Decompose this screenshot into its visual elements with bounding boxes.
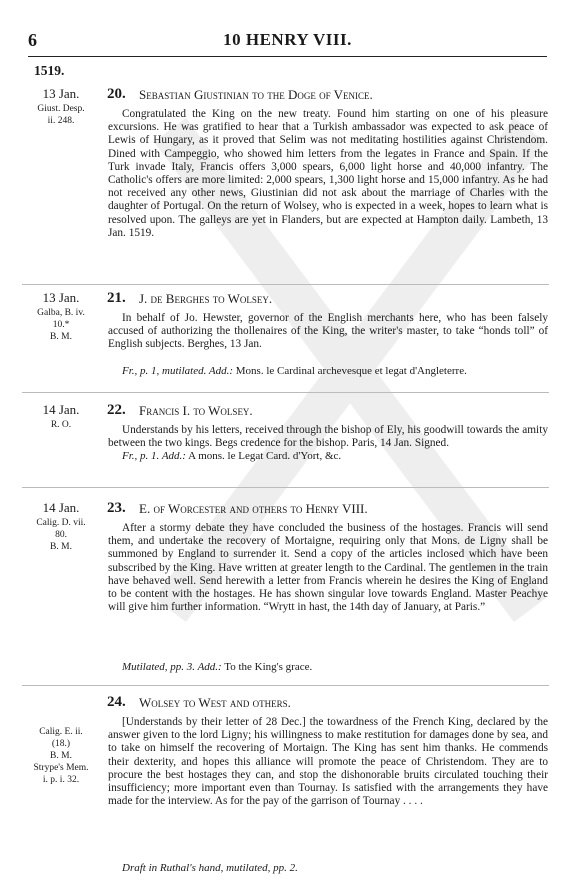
entry-source: (18.) [51,739,71,749]
entry-source: ii. 248. [47,116,75,126]
entry-note [122,365,542,378]
note-text: To the King's grace. [221,661,313,673]
entry-number: 21. [107,290,126,306]
entry-text: In behalf of Jo. Hewster, governor of the English merchants here, who has been falsely accused of authorizing the thollenaires of the King, the writer's master, to take “honds toll” of English subjects. Berghes, 13 Jan. [108,312,548,351]
entry-margin [22,726,100,786]
entry-note [122,450,542,463]
entry-source: B. M. [50,751,72,761]
entry-separator [22,685,549,686]
calendar-entry [22,86,547,282]
entry-source: 10.* [52,320,70,330]
entry-source: i. p. i. 32. [42,775,80,785]
header-rule [28,56,547,57]
entry-margin [22,402,100,431]
entry-text: [Understands by their letter of 28 Dec.] the towardness of the French King, declared by the answer given to the lord Ligny; his willingness to make restitution for damages done by sea, and to take on himself the recovering of Mortaign. The King has sent him thanks. He commends their dexterity, and hopes this alliance will promote the peace of Christendom. They are to procure the best hostages they can, and stop the dishonorable bruits circulated touching their insufficiency; more important even than Tournay. Is satisfied with the arrangements they have made for the interview. As for the pay of the garrison of Tournay . . . . [108,716,548,808]
entry-note [122,661,542,674]
note-italic: Mutilated, pp. 3. Add.: [122,661,222,673]
entry-margin [22,500,100,553]
entry-text: Congratulated the King on the new treaty. Found him starting on one of his pleasure excursions. He was gratified to hear that a Turkish ambassador was expected to ask peace of Lewis of Hungary, as it proved that Selim was not meditating hostilities against Christendom. Dined with Campeggio, who showed him letters from the legates in France and Spain. If the Turk invade Italy, Francis offers 3,000 spears, 6,000 light horse and 40,000 infantry. The Catholic's offers are more limited: 2,000 spears, 1,300 light horse and 15,000 infantry. As he had not received any other news, Giustinian did not ask about the marriage of Charles with the daughter of Portugal. On the return of Wolsey, who is expected in a week, hopes to learn what is resolved upon. The galleys are yet in Flanders, but are expected at Hampton daily. Lambeth, 13 Jan. 1519. [108,108,548,239]
calendar-entry [22,290,547,390]
entry-date: 14 Jan. [42,402,80,417]
entry-separator [22,487,549,488]
entry-title: Wolsey to West and others. [139,695,291,710]
entry-separator [22,284,549,285]
entry-source: R. O. [50,420,72,430]
entry-source: Galba, B. iv. [37,308,85,318]
entry-number: 22. [107,402,126,418]
entry-text: Understands by his letters, received through the bishop of Ely, his goodwill towards the amity between the two kings. Begs credence for the bishop. Paris, 14 Jan. Signed. [108,424,548,450]
entry-number: 20. [107,86,126,102]
entry-title: Francis I. to Wolsey. [139,403,253,418]
entry-source: B. M. [50,332,72,342]
entry-source: B. M. [50,542,72,552]
entry-source: Giust. Desp. [37,104,85,114]
entry-date: 13 Jan. [42,86,80,101]
page-number: 6 [28,30,37,50]
entry-source: 80. [55,530,67,540]
note-text: Mons. le Cardinal archevesque et legat d'Angleterre. [233,365,467,377]
entry-title: Sebastian Giustinian to the Doge of Venice. [139,87,373,102]
calendar-entry [22,694,547,874]
entry-note [122,862,542,875]
calendar-entry [22,500,547,680]
entry-number: 23. [107,500,126,516]
entry-title: J. de Berghes to Wolsey. [139,291,273,306]
year-heading: 1519. [34,63,65,78]
entry-number: 24. [107,694,126,710]
note-text: A mons. le Legat Card. d'Yort, &c. [185,450,342,462]
entry-source: Calig. E. ii. [39,727,83,737]
entry-source: Calig. D. vii. [36,518,86,528]
running-head: 10 HENRY VIII. [223,30,352,49]
entry-title: E. of Worcester and others to Henry VIII. [139,501,368,516]
entry-date: 13 Jan. [42,290,80,305]
note-italic: Fr., p. 1. Add.: [122,450,186,462]
calendar-entry [22,402,547,482]
note-italic: Draft in Ruthal's hand, mutilated, pp. 2. [122,862,298,874]
entry-margin [22,290,100,343]
entry-text: After a stormy debate they have concluded the business of the hostages. Francis will send them, and undertake the recovery of Mortaigne, requiring only that Mons. de Ligny shall be summoned by England to surrender it. Send a copy of the articles inclosed which have been subscribed by the King. Have written at greater length to the Cardinal. The gentlemen in the train have behaved well. Send herewith a letter from Francis wherein he desires the King of England to be content with the hostages. He has shown singular love towards England. Master Peachye will give him further information. “Wrytt in hast, the 14th day of January, at Paris.” [108,522,548,614]
entry-source: Strype's Mem. [33,763,89,773]
entry-separator [22,392,549,393]
page-header [28,30,547,54]
entry-margin [22,86,100,127]
entry-date: 14 Jan. [42,500,80,515]
note-italic: Fr., p. 1, mutilated. Add.: [122,365,234,377]
